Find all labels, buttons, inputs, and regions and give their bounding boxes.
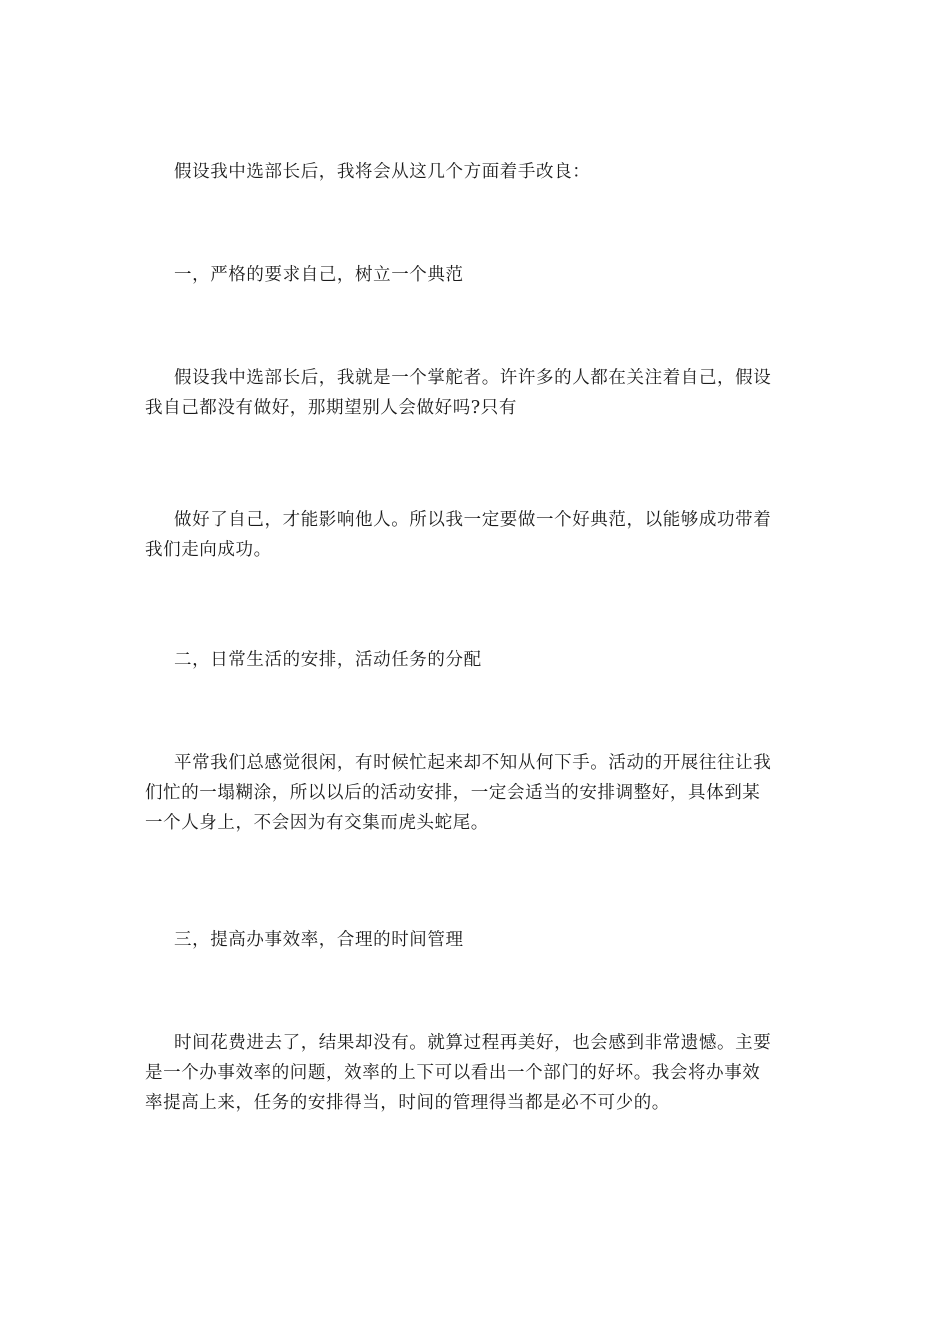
text-line: 二，日常生活的安排，活动任务的分配 xyxy=(174,650,482,670)
body-paragraph-1b xyxy=(145,505,815,565)
text-line: 我自己都没有做好，那期望别人会做好吗?只有 xyxy=(145,398,517,418)
text-line: 一个人身上，不会因为有交集而虎头蛇尾。 xyxy=(145,813,489,833)
text-line: 一，严格的要求自己，树立一个典范 xyxy=(174,265,464,285)
text-line: 是一个办事效率的问题，效率的上下可以看出一个部门的好坏。我会将办事效 xyxy=(145,1063,761,1083)
body-paragraph-1a xyxy=(145,363,815,423)
section-heading-2 xyxy=(145,645,815,675)
section-heading-1 xyxy=(145,260,815,290)
body-paragraph-2 xyxy=(145,748,815,838)
text-line: 假设我中选部长后，我就是一个掌舵者。许许多的人都在关注着自己，假设 xyxy=(174,368,772,388)
text-line: 三，提高办事效率，合理的时间管理 xyxy=(174,930,464,950)
text-line: 们忙的一塌糊涂，所以以后的活动安排，一定会适当的安排调整好，具体到某 xyxy=(145,783,761,803)
text-line: 平常我们总感觉很闲，有时候忙起来却不知从何下手。活动的开展往往让我 xyxy=(174,753,772,773)
text-line: 时间花费进去了，结果却没有。就算过程再美好，也会感到非常遗憾。主要 xyxy=(174,1033,772,1053)
text-line: 我们走向成功。 xyxy=(145,540,272,560)
text-line: 率提高上来，任务的安排得当，时间的管理得当都是必不可少的。 xyxy=(145,1093,670,1113)
intro-paragraph xyxy=(145,157,815,187)
text-line: 做好了自己，才能影响他人。所以我一定要做一个好典范，以能够成功带着 xyxy=(174,510,772,530)
body-paragraph-3 xyxy=(145,1028,815,1118)
section-heading-3 xyxy=(145,925,815,955)
text-line: 假设我中选部长后，我将会从这几个方面着手改良： xyxy=(174,162,591,182)
